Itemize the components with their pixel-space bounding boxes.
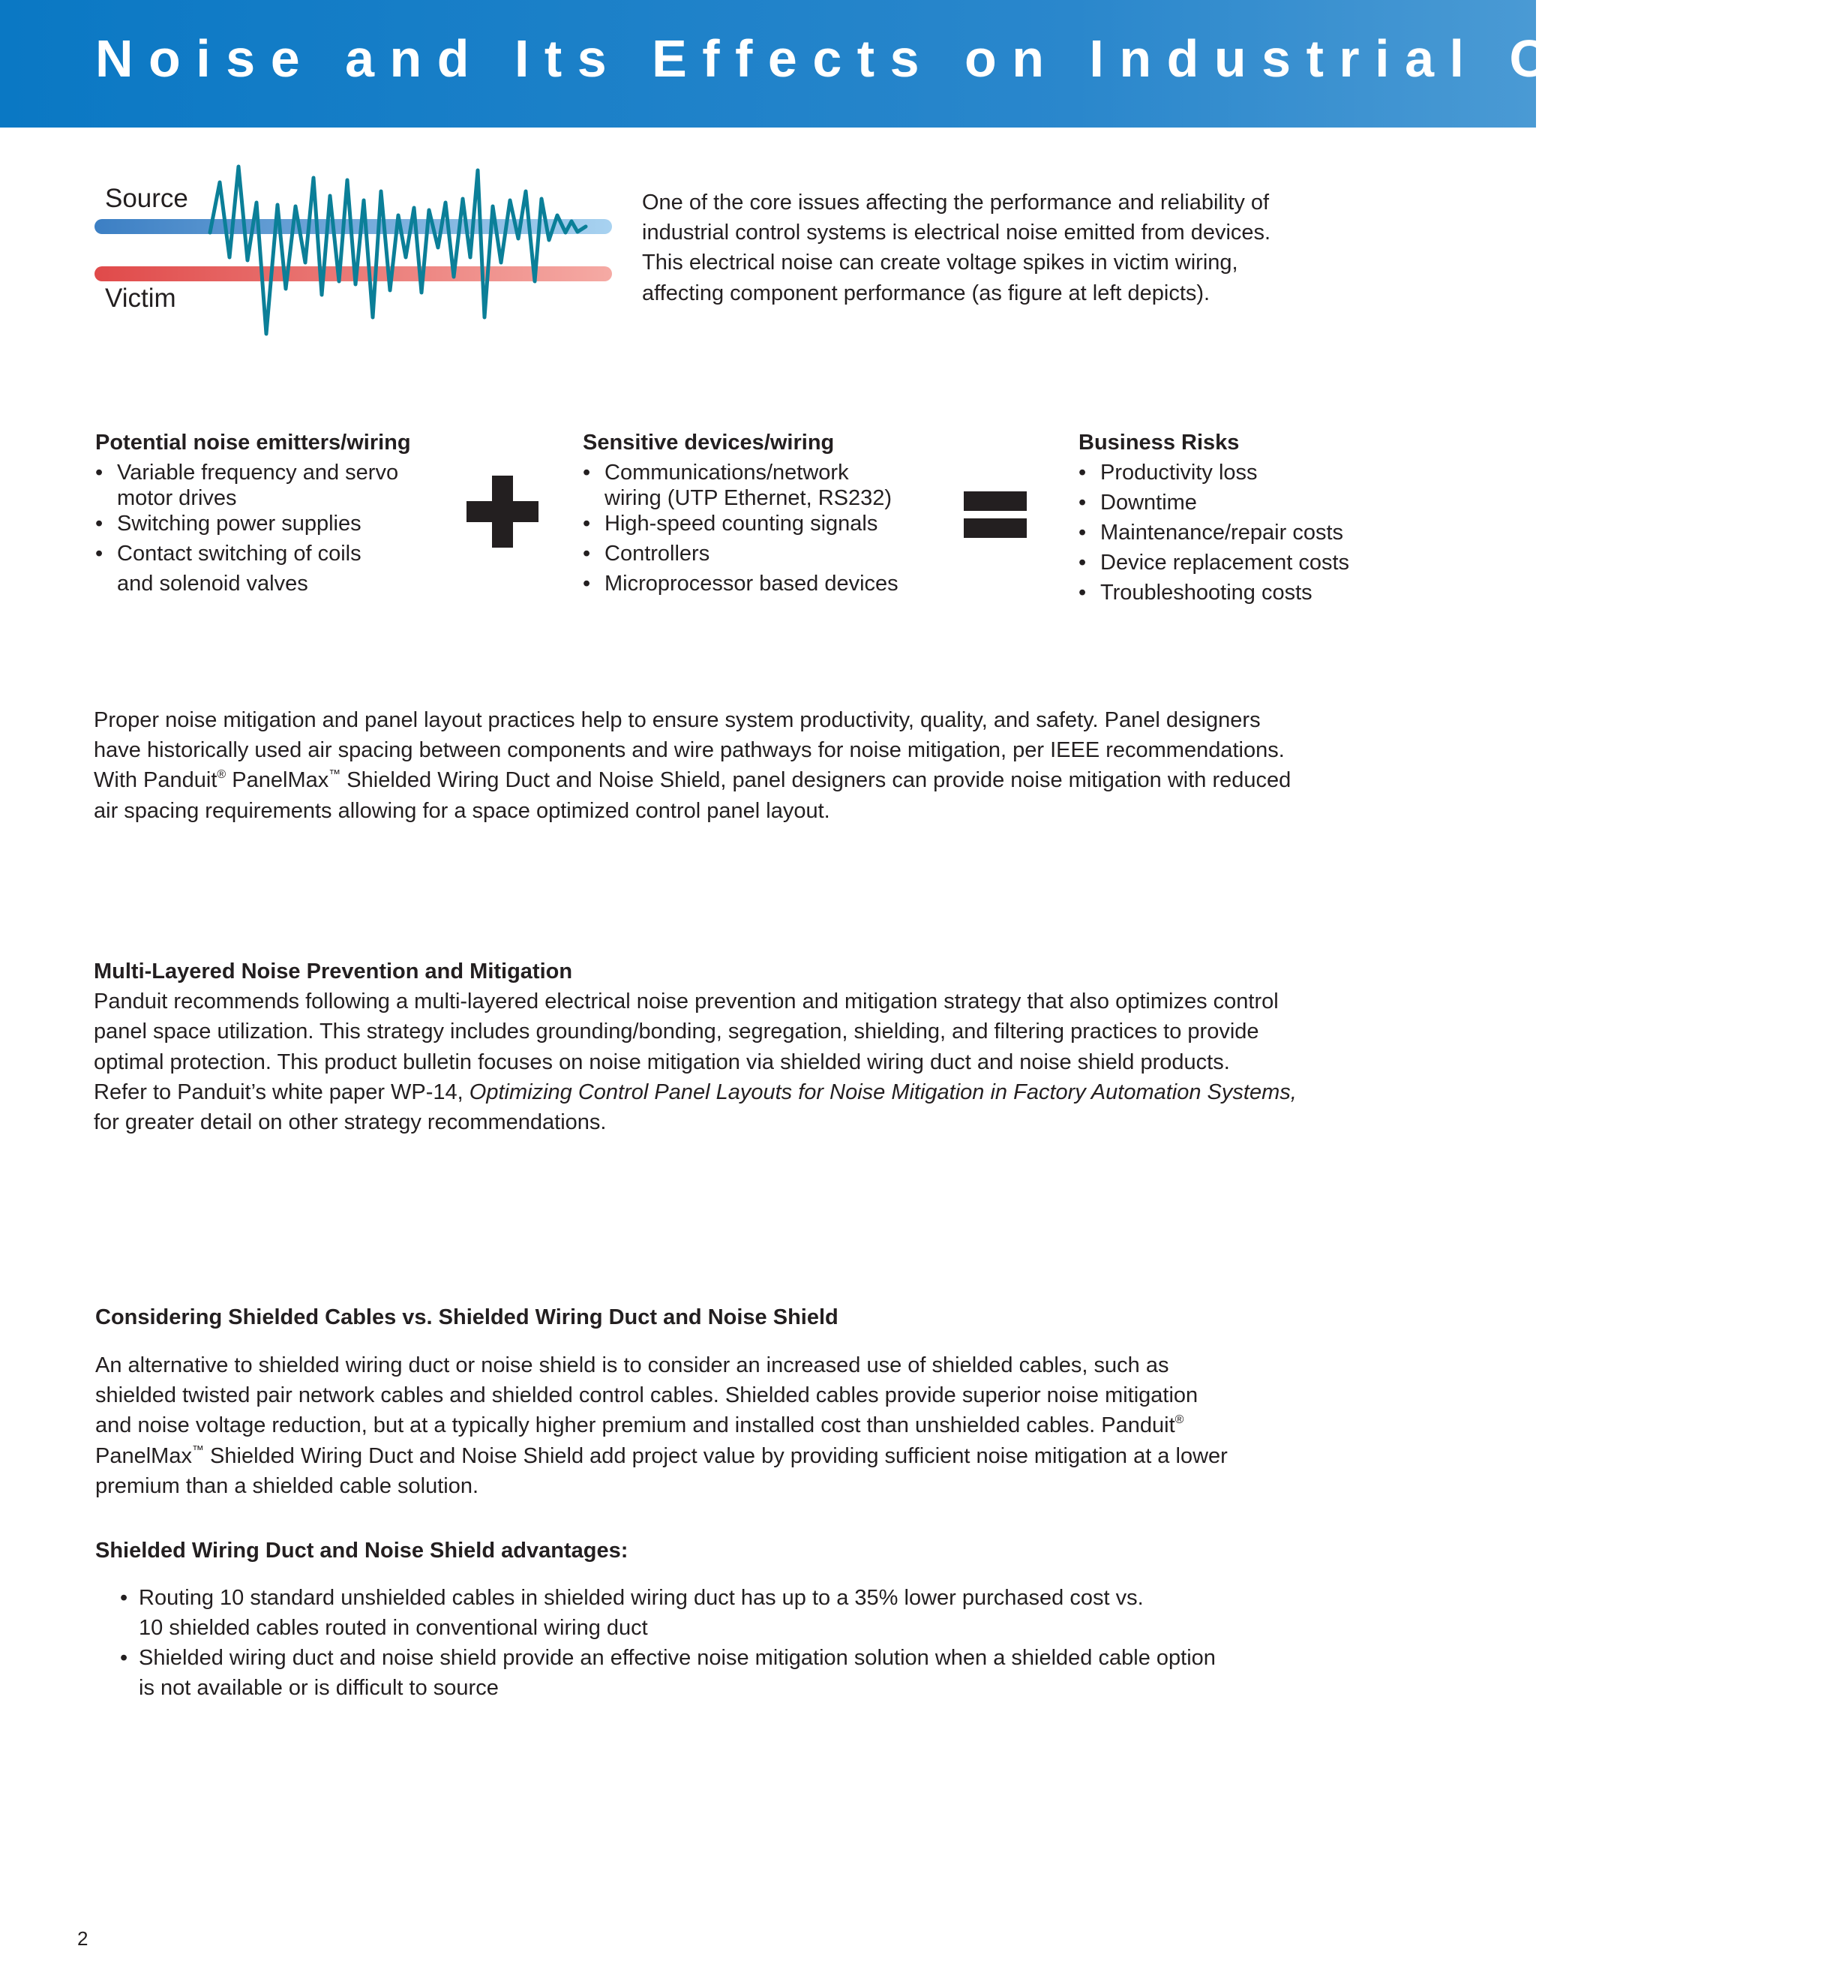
emitters-title: Potential noise emitters/wiring — [95, 431, 411, 455]
risks-list — [1078, 458, 1349, 608]
source-label: Source — [105, 184, 188, 213]
considering-paragraph: An alternative to shielded wiring duct or noise shield is to consider an increased use of shielded cables, such as shielded twisted pair network cables and shielded control cables. Shielded cables provide superior noise mitigation and noise voltage reduction, but at a typically higher premium and installed cost than unshielded cables. Panduit® PanelMax™ Shielded Wiring Duct and Noise Shield add project value by providing sufficient noise mitigation at a lower premium than a shielded cable solution. — [95, 1353, 1228, 1498]
list-item: • Switching power supplies — [95, 509, 411, 539]
sensitive-list — [583, 458, 898, 599]
advantages-list — [120, 1583, 1216, 1703]
list-item: • Productivity loss — [1078, 458, 1349, 488]
sensitive-title: Sensitive devices/wiring — [583, 431, 835, 455]
list-item: • Controllers — [583, 539, 898, 569]
intro-paragraph — [642, 188, 1270, 308]
multilayer-heading: Multi-Layered Noise Prevention and Mitigation — [94, 959, 573, 983]
intro-line: This electrical noise can create voltage spikes in victim wiring, — [642, 251, 1238, 275]
list-item: • Troubleshooting costs — [1078, 578, 1349, 608]
risks-title: Business Risks — [1078, 431, 1240, 455]
list-item: • Routing 10 standard unshielded cables in shielded wiring duct has up to a 35% lower purchased cost vs. 10 shielded cables routed in conventional wiring duct — [120, 1583, 1216, 1643]
page-title: Noise and Its Effects on Industrial Controls — [95, 29, 1848, 88]
intro-line: One of the core issues affecting the performance and reliability of — [642, 191, 1270, 215]
list-item: • High-speed counting signals — [583, 509, 898, 539]
emitters-list — [95, 458, 411, 599]
list-item: • Variable frequency and servo motor drives — [95, 458, 411, 509]
multilayer-section: Multi-Layered Noise Prevention and Mitigation Panduit recommends following a multi-layered electrical noise prevention and mitigation strategy that also optimizes control panel space utilization. This strategy includes grounding/bonding, segregation, shielding, and filtering practices to provide optimal protection. This product bulletin focuses on noise mitigation via shielded wiring duct and noise shield products. Refer to Panduit’s white paper WP-14, Optimizing Control Panel Layouts for Noise Mitigation in Factory Automation Systems, for greater detail on other strategy recommendations. — [94, 956, 1297, 1137]
plus-icon — [466, 476, 538, 548]
victim-label: Victim — [105, 284, 176, 313]
source-wire — [94, 219, 612, 234]
risks-column — [1078, 428, 1349, 608]
header-banner — [0, 0, 1848, 128]
list-item: • Communications/network wiring (UTP Ethernet, RS232) — [583, 458, 898, 509]
considering-heading: Considering Shielded Cables vs. Shielded Wiring Duct and Noise Shield — [95, 1305, 838, 1329]
emitters-column — [95, 428, 411, 599]
intro-line: industrial control systems is electrical noise emitted from devices. — [642, 221, 1271, 245]
list-item: • Downtime — [1078, 488, 1349, 518]
equals-icon — [964, 491, 1027, 538]
list-item: • Microprocessor based devices — [583, 569, 898, 599]
noise-diagram — [90, 161, 615, 341]
intro-line: affecting component performance (as figure at left depicts). — [642, 281, 1210, 305]
noise-waveform — [210, 167, 586, 334]
list-item: • Maintenance/repair costs — [1078, 518, 1349, 548]
list-item: • Contact switching of coils and solenoid valves — [95, 539, 411, 599]
sensitive-column — [583, 428, 898, 599]
list-item: • Device replacement costs — [1078, 548, 1349, 578]
advantages-heading: Shielded Wiring Duct and Noise Shield advantages: — [95, 1539, 628, 1563]
white-paper-title: Optimizing Control Panel Layouts for Noise Mitigation in Factory Automation Systems, — [469, 1080, 1297, 1104]
list-item: • Shielded wiring duct and noise shield provide an effective noise mitigation solution when a shielded cable option is not available or is difficult to source — [120, 1643, 1216, 1703]
mitigation-paragraph: Proper noise mitigation and panel layout practices help to ensure system productivity, quality, and safety. Panel designers have historically used air spacing between components and wire pathways for noise mitigation, per IEEE recommendations. With Panduit® PanelMax™ Shielded Wiring Duct and Noise Shield, panel designers can provide noise mitigation with reduced air spacing requirements allowing for a space optimized control panel layout. — [94, 708, 1292, 823]
page-number: 2 — [77, 1927, 88, 1950]
